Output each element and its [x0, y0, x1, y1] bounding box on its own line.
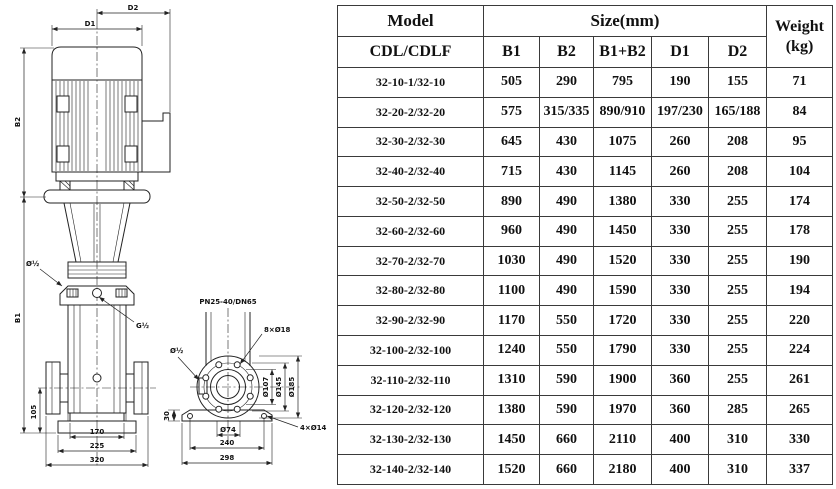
value-cell: 260: [652, 157, 709, 187]
dim-label-d2: D2: [127, 4, 139, 12]
header-col-b1b2: B1+B2: [594, 37, 652, 68]
dim-label-30: 30: [163, 411, 171, 421]
value-cell: 1380: [594, 187, 652, 217]
value-cell: 255: [709, 246, 767, 276]
model-cell: 32-40-2/32-40: [338, 157, 484, 187]
value-cell: 255: [709, 365, 767, 395]
value-cell: 505: [484, 68, 540, 98]
value-cell: 330: [652, 336, 709, 366]
value-cell: 165/188: [709, 97, 767, 127]
size-table: [337, 5, 833, 485]
value-cell: 590: [540, 365, 594, 395]
model-cell: 32-10-1/32-10: [338, 68, 484, 98]
value-cell: 255: [709, 216, 767, 246]
value-cell: 1170: [484, 306, 540, 336]
dim-label-320: 320: [89, 456, 105, 464]
table-row: [338, 216, 833, 246]
value-cell: 310: [709, 425, 767, 455]
value-cell: 400: [652, 455, 709, 485]
value-cell: 1900: [594, 365, 652, 395]
table-row: [338, 276, 833, 306]
table-row: [338, 365, 833, 395]
model-cell: 32-50-2/32-50: [338, 187, 484, 217]
front-view: [14, 4, 170, 468]
value-cell: 1590: [594, 276, 652, 306]
table-row: [338, 455, 833, 485]
value-cell: 174: [767, 187, 833, 217]
value-cell: 265: [767, 395, 833, 425]
value-cell: 255: [709, 306, 767, 336]
value-cell: 1310: [484, 365, 540, 395]
value-cell: 960: [484, 216, 540, 246]
value-cell: 84: [767, 97, 833, 127]
value-cell: 1030: [484, 246, 540, 276]
value-cell: 1240: [484, 336, 540, 366]
value-cell: 645: [484, 127, 540, 157]
dim-label-298: 298: [219, 454, 235, 462]
value-cell: 255: [709, 336, 767, 366]
value-cell: 190: [652, 68, 709, 98]
value-cell: 71: [767, 68, 833, 98]
value-cell: 224: [767, 336, 833, 366]
header-col-b1: B1: [484, 37, 540, 68]
value-cell: 490: [540, 216, 594, 246]
dim-label-105: 105: [30, 404, 38, 420]
model-cell: 32-80-2/32-80: [338, 276, 484, 306]
value-cell: 550: [540, 306, 594, 336]
value-cell: 155: [709, 68, 767, 98]
model-cell: 32-20-2/32-20: [338, 97, 484, 127]
header-col-d1: D1: [652, 37, 709, 68]
value-cell: 330: [652, 306, 709, 336]
value-cell: 795: [594, 68, 652, 98]
value-cell: 1450: [594, 216, 652, 246]
value-cell: 660: [540, 455, 594, 485]
model-cell: 32-60-2/32-60: [338, 216, 484, 246]
value-cell: 330: [652, 246, 709, 276]
table-row: [338, 157, 833, 187]
size-table-body: [338, 68, 833, 485]
port-label-side: Ø½: [170, 347, 184, 355]
value-cell: 330: [652, 187, 709, 217]
header-weight-line2: (kg): [785, 37, 814, 55]
value-cell: 575: [484, 97, 540, 127]
value-cell: 430: [540, 127, 594, 157]
table-row: [338, 187, 833, 217]
value-cell: 194: [767, 276, 833, 306]
value-cell: 400: [652, 425, 709, 455]
table-row: [338, 306, 833, 336]
table-row: [338, 97, 833, 127]
value-cell: 1145: [594, 157, 652, 187]
table-row: [338, 425, 833, 455]
value-cell: 1720: [594, 306, 652, 336]
value-cell: 660: [540, 425, 594, 455]
dim-label-dia107: Ø107: [262, 376, 270, 398]
value-cell: 890/910: [594, 97, 652, 127]
value-cell: 360: [652, 395, 709, 425]
value-cell: 310: [709, 455, 767, 485]
table-row: [338, 336, 833, 366]
table-row: [338, 395, 833, 425]
header-col-d2: D2: [709, 37, 767, 68]
value-cell: 1970: [594, 395, 652, 425]
table-row: [338, 68, 833, 98]
flange-top-view: [163, 298, 327, 465]
header-model: Model: [338, 6, 484, 37]
dim-label-dia74: Ø74: [220, 426, 236, 434]
model-cell: 32-70-2/32-70: [338, 246, 484, 276]
port-label-mid: G½: [136, 322, 149, 330]
value-cell: 260: [652, 127, 709, 157]
value-cell: 715: [484, 157, 540, 187]
value-cell: 2110: [594, 425, 652, 455]
value-cell: 360: [652, 365, 709, 395]
dim-label-dia185: Ø185: [288, 376, 296, 398]
value-cell: 261: [767, 365, 833, 395]
dim-label-b1: B1: [14, 312, 22, 324]
model-cell: 32-30-2/32-30: [338, 127, 484, 157]
dim-label-dia145: Ø145: [275, 376, 283, 398]
value-cell: 197/230: [652, 97, 709, 127]
value-cell: 1100: [484, 276, 540, 306]
model-cell: 32-130-2/32-130: [338, 425, 484, 455]
model-cell: 32-100-2/32-100: [338, 336, 484, 366]
base-holes-label: 4×Ø14: [300, 424, 327, 432]
value-cell: 1380: [484, 395, 540, 425]
value-cell: 104: [767, 157, 833, 187]
value-cell: 315/335: [540, 97, 594, 127]
value-cell: 490: [540, 246, 594, 276]
model-cell: 32-90-2/32-90: [338, 306, 484, 336]
value-cell: 190: [767, 246, 833, 276]
value-cell: 255: [709, 276, 767, 306]
dim-label-170: 170: [89, 428, 105, 436]
flange-spec-label: PN25-40/DN65: [199, 298, 257, 306]
table-row: [338, 246, 833, 276]
value-cell: 255: [709, 187, 767, 217]
header-size: Size(mm): [484, 6, 767, 37]
value-cell: 590: [540, 395, 594, 425]
value-cell: 208: [709, 157, 767, 187]
value-cell: 208: [709, 127, 767, 157]
bolt-holes-label: 8×Ø18: [264, 326, 291, 334]
value-cell: 550: [540, 336, 594, 366]
value-cell: 330: [767, 425, 833, 455]
value-cell: 2180: [594, 455, 652, 485]
port-label-top: Ø½: [26, 260, 40, 268]
value-cell: 490: [540, 187, 594, 217]
dim-label-240: 240: [219, 439, 235, 447]
dim-label-d1: D1: [84, 20, 96, 28]
value-cell: 490: [540, 276, 594, 306]
value-cell: 178: [767, 216, 833, 246]
value-cell: 1075: [594, 127, 652, 157]
value-cell: 330: [652, 216, 709, 246]
size-table-header: [338, 6, 833, 68]
model-cell: 32-110-2/32-110: [338, 365, 484, 395]
header-col-b2: B2: [540, 37, 594, 68]
pump-drawing: [0, 0, 332, 489]
terminal-box: [142, 113, 170, 172]
model-cell: 32-120-2/32-120: [338, 395, 484, 425]
value-cell: 1520: [594, 246, 652, 276]
value-cell: 430: [540, 157, 594, 187]
value-cell: 95: [767, 127, 833, 157]
header-weight-line1: Weight: [775, 17, 824, 35]
value-cell: 290: [540, 68, 594, 98]
header-weight: [767, 6, 833, 68]
value-cell: 1790: [594, 336, 652, 366]
value-cell: 330: [652, 276, 709, 306]
value-cell: 285: [709, 395, 767, 425]
dim-label-b2: B2: [14, 116, 22, 128]
value-cell: 1450: [484, 425, 540, 455]
model-cell: 32-140-2/32-140: [338, 455, 484, 485]
value-cell: 220: [767, 306, 833, 336]
value-cell: 890: [484, 187, 540, 217]
value-cell: 1520: [484, 455, 540, 485]
table-row: [338, 127, 833, 157]
dim-label-225: 225: [89, 442, 105, 450]
header-model-sub: CDL/CDLF: [338, 37, 484, 68]
value-cell: 337: [767, 455, 833, 485]
